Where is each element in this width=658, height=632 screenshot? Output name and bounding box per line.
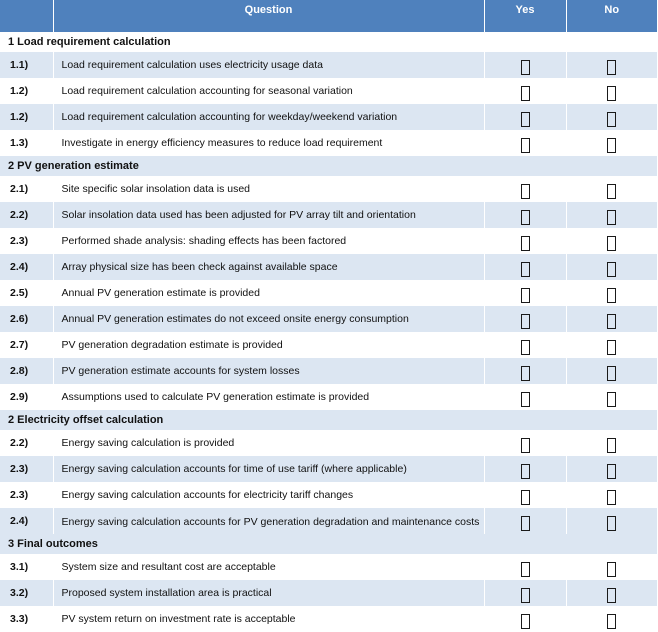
yes-checkbox[interactable] <box>521 392 530 407</box>
row-number: 2.3) <box>0 456 53 482</box>
row-number: 1.2) <box>0 78 53 104</box>
no-checkbox[interactable] <box>607 60 616 75</box>
no-checkbox[interactable] <box>607 438 616 453</box>
no-checkbox[interactable] <box>607 614 616 629</box>
row-number: 2.8) <box>0 358 53 384</box>
header-number <box>0 0 53 32</box>
table-row <box>0 606 657 632</box>
no-cell <box>566 332 657 358</box>
table-row <box>0 254 657 280</box>
yes-checkbox[interactable] <box>521 184 530 199</box>
no-cell <box>566 280 657 306</box>
yes-checkbox[interactable] <box>521 490 530 505</box>
section-title: 1 Load requirement calculation <box>0 32 657 52</box>
row-question: Energy saving calculation accounts for PV generation degradation and maintenance costs <box>53 508 484 534</box>
yes-checkbox[interactable] <box>521 86 530 101</box>
no-checkbox[interactable] <box>607 86 616 101</box>
yes-cell <box>484 456 566 482</box>
table-row <box>0 202 657 228</box>
row-number: 3.2) <box>0 580 53 606</box>
no-checkbox[interactable] <box>607 562 616 577</box>
yes-cell <box>484 130 566 156</box>
section-title: 3 Final outcomes <box>0 534 657 554</box>
header-yes: Yes <box>484 0 566 32</box>
yes-cell <box>484 482 566 508</box>
no-cell <box>566 228 657 254</box>
yes-checkbox[interactable] <box>521 210 530 225</box>
no-cell <box>566 384 657 410</box>
yes-checkbox[interactable] <box>521 288 530 303</box>
yes-cell <box>484 228 566 254</box>
yes-cell <box>484 104 566 130</box>
yes-cell <box>484 384 566 410</box>
yes-cell <box>484 358 566 384</box>
no-checkbox[interactable] <box>607 138 616 153</box>
row-question: Proposed system installation area is practical <box>53 580 484 606</box>
yes-cell <box>484 280 566 306</box>
row-question: Investigate in energy efficiency measures to reduce load requirement <box>53 130 484 156</box>
no-cell <box>566 482 657 508</box>
no-cell <box>566 306 657 332</box>
yes-checkbox[interactable] <box>521 314 530 329</box>
yes-checkbox[interactable] <box>521 60 530 75</box>
no-checkbox[interactable] <box>607 340 616 355</box>
section-title: 2 Electricity offset calculation <box>0 410 657 430</box>
no-cell <box>566 254 657 280</box>
no-cell <box>566 508 657 534</box>
row-number: 2.1) <box>0 176 53 202</box>
row-question: System size and resultant cost are acceptable <box>53 554 484 580</box>
header-no: No <box>566 0 657 32</box>
row-number: 3.3) <box>0 606 53 632</box>
table-row <box>0 554 657 580</box>
table-row <box>0 280 657 306</box>
no-checkbox[interactable] <box>607 210 616 225</box>
no-checkbox[interactable] <box>607 112 616 127</box>
yes-checkbox[interactable] <box>521 236 530 251</box>
no-cell <box>566 176 657 202</box>
yes-cell <box>484 176 566 202</box>
row-question: Load requirement calculation accounting for weekday/weekend variation <box>53 104 484 130</box>
row-number: 2.4) <box>0 254 53 280</box>
no-checkbox[interactable] <box>607 262 616 277</box>
row-question: Array physical size has been check against available space <box>53 254 484 280</box>
table-row <box>0 384 657 410</box>
row-number: 2.2) <box>0 430 53 456</box>
row-number: 2.7) <box>0 332 53 358</box>
table-row <box>0 228 657 254</box>
table-row <box>0 580 657 606</box>
no-cell <box>566 456 657 482</box>
row-question: Load requirement calculation accounting for seasonal variation <box>53 78 484 104</box>
no-cell <box>566 52 657 78</box>
no-cell <box>566 78 657 104</box>
yes-checkbox[interactable] <box>521 464 530 479</box>
table-row <box>0 358 657 384</box>
yes-checkbox[interactable] <box>521 516 530 531</box>
table-row <box>0 306 657 332</box>
header-question: Question <box>53 0 484 32</box>
yes-checkbox[interactable] <box>521 562 530 577</box>
no-cell <box>566 104 657 130</box>
no-checkbox[interactable] <box>607 366 616 381</box>
row-question: PV generation degradation estimate is provided <box>53 332 484 358</box>
yes-cell <box>484 306 566 332</box>
row-number: 1.2) <box>0 104 53 130</box>
row-question: PV generation estimate accounts for system losses <box>53 358 484 384</box>
no-checkbox[interactable] <box>607 236 616 251</box>
table-row <box>0 104 657 130</box>
no-checkbox[interactable] <box>607 184 616 199</box>
no-checkbox[interactable] <box>607 464 616 479</box>
row-number: 2.9) <box>0 384 53 410</box>
yes-checkbox[interactable] <box>521 614 530 629</box>
row-question: Assumptions used to calculate PV generation estimate is provided <box>53 384 484 410</box>
table-row <box>0 482 657 508</box>
table-row <box>0 52 657 78</box>
table-row <box>0 130 657 156</box>
yes-cell <box>484 254 566 280</box>
row-number: 2.5) <box>0 280 53 306</box>
table-row <box>0 456 657 482</box>
row-number: 2.2) <box>0 202 53 228</box>
header-row <box>0 0 657 32</box>
no-checkbox[interactable] <box>607 490 616 505</box>
yes-cell <box>484 202 566 228</box>
row-number: 2.3) <box>0 482 53 508</box>
yes-checkbox[interactable] <box>521 588 530 603</box>
row-number: 3.1) <box>0 554 53 580</box>
table-row <box>0 332 657 358</box>
table-row <box>0 78 657 104</box>
yes-cell <box>484 554 566 580</box>
row-question: Annual PV generation estimate is provided <box>53 280 484 306</box>
no-checkbox[interactable] <box>607 516 616 531</box>
yes-cell <box>484 332 566 358</box>
row-number: 1.1) <box>0 52 53 78</box>
section-title: 2 PV generation estimate <box>0 156 657 176</box>
yes-cell <box>484 508 566 534</box>
row-question: Performed shade analysis: shading effects has been factored <box>53 228 484 254</box>
row-number: 2.6) <box>0 306 53 332</box>
row-question: Site specific solar insolation data is used <box>53 176 484 202</box>
yes-checkbox[interactable] <box>521 112 530 127</box>
table-row <box>0 430 657 456</box>
yes-checkbox[interactable] <box>521 262 530 277</box>
table-row <box>0 508 657 534</box>
no-cell <box>566 606 657 632</box>
row-question: Load requirement calculation uses electricity usage data <box>53 52 484 78</box>
no-checkbox[interactable] <box>607 288 616 303</box>
no-checkbox[interactable] <box>607 314 616 329</box>
table-row <box>0 176 657 202</box>
row-question: PV system return on investment rate is acceptable <box>53 606 484 632</box>
no-cell <box>566 554 657 580</box>
row-number: 2.3) <box>0 228 53 254</box>
row-question: Solar insolation data used has been adjusted for PV array tilt and orientation <box>53 202 484 228</box>
section-row <box>0 32 657 52</box>
section-row <box>0 534 657 554</box>
row-question: Energy saving calculation accounts for time of use tariff (where applicable) <box>53 456 484 482</box>
no-checkbox[interactable] <box>607 392 616 407</box>
row-number: 1.3) <box>0 130 53 156</box>
row-question: Annual PV generation estimates do not exceed onsite energy consumption <box>53 306 484 332</box>
yes-checkbox[interactable] <box>521 138 530 153</box>
yes-cell <box>484 580 566 606</box>
yes-cell <box>484 430 566 456</box>
no-cell <box>566 358 657 384</box>
yes-cell <box>484 606 566 632</box>
row-question: Energy saving calculation accounts for electricity tariff changes <box>53 482 484 508</box>
section-row <box>0 156 657 176</box>
no-checkbox[interactable] <box>607 588 616 603</box>
no-cell <box>566 430 657 456</box>
yes-cell <box>484 52 566 78</box>
no-cell <box>566 202 657 228</box>
yes-checkbox[interactable] <box>521 340 530 355</box>
no-cell <box>566 580 657 606</box>
yes-checkbox[interactable] <box>521 438 530 453</box>
yes-cell <box>484 78 566 104</box>
row-number: 2.4) <box>0 508 53 534</box>
section-row <box>0 410 657 430</box>
no-cell <box>566 130 657 156</box>
yes-checkbox[interactable] <box>521 366 530 381</box>
row-question: Energy saving calculation is provided <box>53 430 484 456</box>
